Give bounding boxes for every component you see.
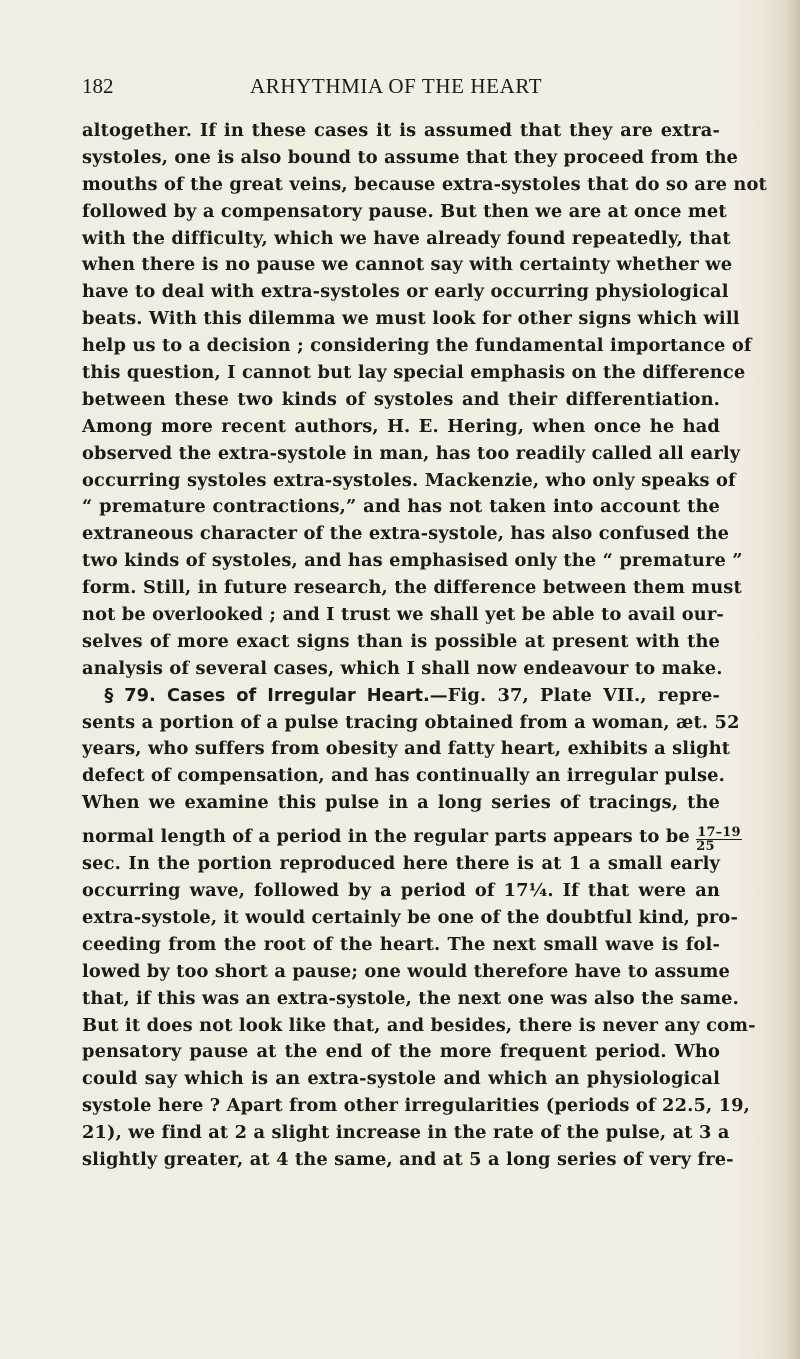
text-line: with the difficulty, which we have already found repeatedly, that <box>82 227 731 249</box>
section-first-line <box>82 683 720 710</box>
text-line: 21), we find at 2 a slight increase in the rate of the pulse, at 3 a <box>82 1122 730 1144</box>
text-line: two kinds of systoles, and has emphasised only the “ premature ” <box>82 550 743 572</box>
text-line: systole here ? Apart from other irregularities (periods of 22.5, 19, <box>82 1095 751 1117</box>
text-line: Among more recent authors, H. E. Hering, when once he had <box>82 415 720 437</box>
text-line: ceeding from the root of the heart. The next small wave is fol- <box>82 933 720 955</box>
text-line: followed by a compensatory pause. But then we are at once met <box>82 200 727 222</box>
text-line: when there is no pause we cannot say with certainty whether we <box>82 254 733 276</box>
text-line: mouths of the great veins, because extra-systoles that do so are not <box>82 173 767 195</box>
fraction <box>696 826 741 853</box>
section-title: Cases of Irregular Heart. <box>167 684 430 706</box>
text-line: have to deal with extra-systoles or early occurring physiological <box>82 281 729 303</box>
text-line: extraneous character of the extra-systole, has also confused the <box>82 523 730 545</box>
text-line: help us to a decision ; considering the fundamental importance of <box>82 335 752 357</box>
text-line: pensatory pause at the end of the more frequent period. Who <box>82 1041 720 1063</box>
text-line: not be overlooked ; and I trust we shall yet be able to avail our- <box>82 604 724 626</box>
section-line-rest: —Fig. 37, Plate VII., repre- <box>429 684 720 706</box>
text-line: slightly greater, at 4 the same, and at 5 a long series of very fre- <box>82 1148 734 1170</box>
text-line: analysis of several cases, which I shall now endeavour to make. <box>82 657 723 679</box>
text-line: form. Still, in future research, the difference between them must <box>82 577 742 599</box>
text-line: that, if this was an extra-systole, the next one was also the same. <box>82 987 739 1009</box>
text-line: lowed by too short a pause; one would therefore have to assume <box>82 960 730 982</box>
text-line: “ premature contractions,” and has not taken into account the <box>82 496 720 518</box>
fraction-numerator: 17–19 <box>697 825 741 841</box>
text-line: But it does not look like that, and besides, there is never any com- <box>82 1014 756 1036</box>
text-line: occurring wave, followed by a period of 17¼. If that were an <box>82 880 720 902</box>
section-mark: § 79. <box>104 684 156 706</box>
fraction-line-text: normal length of a period in the regular parts appears to be <box>82 826 690 848</box>
body-text <box>82 118 767 1174</box>
text-line: systoles, one is also bound to assume that they proceed from the <box>82 146 739 168</box>
text-line: years, who suffers from obesity and fatty heart, exhibits a slight <box>82 738 731 760</box>
text-line: defect of compensation, and has continually an irregular pulse. <box>82 765 725 787</box>
text-line: this question, I cannot but lay special emphasis on the difference <box>82 362 746 384</box>
text-line: sec. In the portion reproduced here there is at 1 a small early <box>82 853 720 875</box>
text-line: altogether. If in these cases it is assumed that they are extra- <box>82 120 720 141</box>
text-line: sents a portion of a pulse tracing obtained from a woman, æt. 52 <box>82 711 740 733</box>
text-line: occurring systoles extra-systoles. Mackenzie, who only speaks of <box>82 469 736 491</box>
running-head: ARHYTHMIA OF THE HEART <box>250 74 543 98</box>
text-line: could say which is an extra-systole and which an physiological <box>82 1068 720 1090</box>
page-header <box>82 74 742 104</box>
text-line: beats. With this dilemma we must look for other signs which will <box>82 308 740 330</box>
page-number: 182 <box>82 74 114 98</box>
text-line: When we examine this pulse in a long series of tracings, the <box>82 792 720 814</box>
text-line: observed the extra-systole in man, has too readily called all early <box>82 442 741 464</box>
fraction-denominator: 25 <box>696 839 715 855</box>
text-line: extra-systole, it would certainly be one of the doubtful kind, pro- <box>82 906 738 928</box>
fraction-line <box>82 817 741 855</box>
text-line: between these two kinds of systoles and their differentiation. <box>82 388 720 410</box>
text-line: selves of more exact signs than is possible at present with the <box>82 630 720 652</box>
page-edge-shadow <box>786 0 800 1359</box>
